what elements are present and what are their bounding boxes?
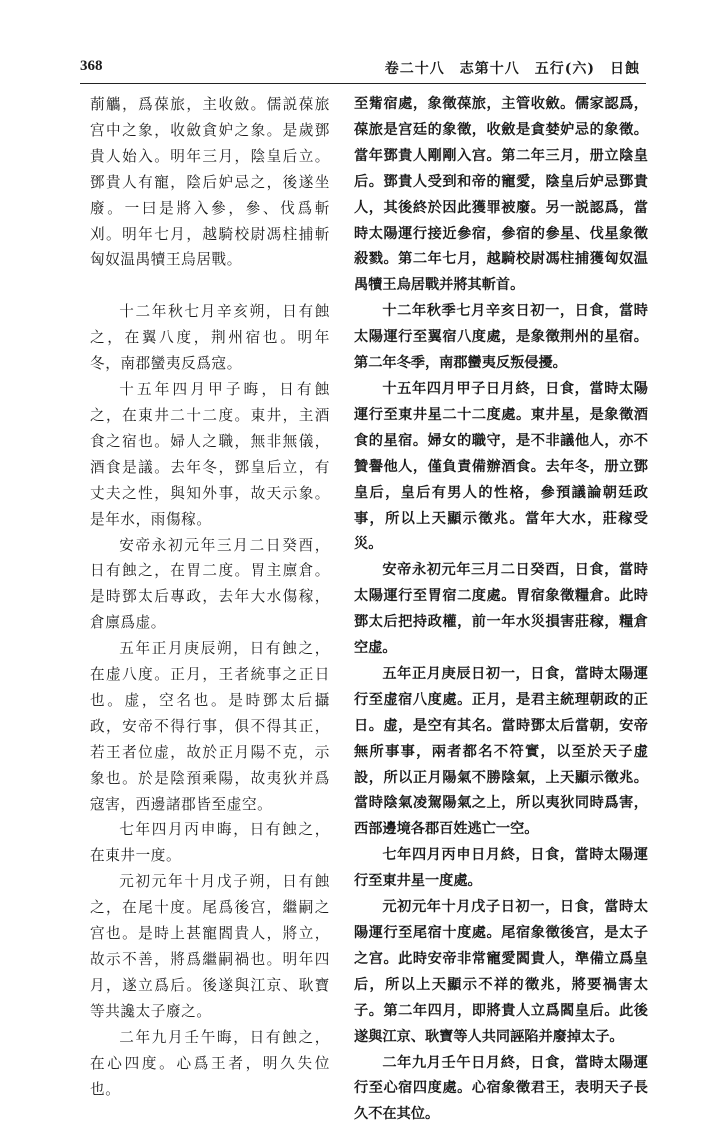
translation-paragraph: 七年四月丙申日月終，日食，當時太陽運行至東井星一度處。 xyxy=(354,847,648,890)
classical-paragraph: 二年九月壬午晦，日有蝕之，在心四度。心爲王者，明久失位也。 xyxy=(90,1028,330,1098)
translation-paragraph: 十五年四月甲子日月終，日食，當時太陽運行至東井星二十二度處。東井星，是象徵酒食的星宿。婦女的職守，是不非議他人，亦不贊譽他人，僅負責備辦酒食。去年冬，册立鄧皇后，皇后有男人的性格，參預議論朝廷政事，所以上天顯示徵兆。當年大水，莊稼受災。 xyxy=(354,380,648,553)
classical-paragraph: 十二年秋七月辛亥朔，日有蝕之，在翼八度，荆州宿也。明年冬，南郡蠻夷反爲寇。 xyxy=(90,303,330,373)
translation-column xyxy=(354,92,648,1128)
classical-paragraph: 安帝永初元年三月二日癸酉，日有蝕之，在胃二度。胃主廪倉。是時鄧太后專政，去年大水傷稼，倉廪爲虚。 xyxy=(90,536,330,632)
classical-paragraph: 元初元年十月戊子朔，日有蝕之，在尾十度。尾爲後宫，繼嗣之宫也。是時上甚寵閻貴人，將立，故示不善，將爲繼嗣禍也。明年四月，遂立爲后。後遂與江京、耿寶等共讒太子廢之。 xyxy=(90,873,330,1020)
translation-paragraph: 安帝永初元年三月二日癸酉，日食，當時太陽運行至胃宿二度處。胃宿象徵糧倉。此時鄧太后把持政權，前一年水災損害莊稼，糧倉空虚。 xyxy=(354,562,648,657)
running-title: 卷二十八 志第十八 五行(六) 日蝕 xyxy=(384,61,640,77)
classical-paragraph: 十五年四月甲子晦，日有蝕之，在東井二十二度。東井，主酒食之宿也。婦人之職，無非無儀，酒食是議。去年冬，鄧皇后立，有丈夫之性，與知外事，故天示象。是年水，雨傷稼。 xyxy=(90,381,330,528)
translation-paragraph: 至觜宿處，象徵葆旅，主管收斂。儒家認爲，葆旅是宫廷的象徵，收斂是貪婪妒忌的象徵。當年鄧貴人剛剛入宫。第二年三月，册立陰皇后。鄧貴人受到和帝的寵愛，陰皇后妒忌鄧貴人，其後終於因此獲罪被廢。另一説認爲，當時太陽運行接近參宿，參宿的參星、伐星象徵殺戮。第二年七月，越騎校尉馮柱捕獲匈奴温禺犢王烏居戰并將其斬首。 xyxy=(354,96,648,294)
header-rule xyxy=(80,83,646,84)
paragraph-gap xyxy=(90,273,330,299)
translation-paragraph: 元初元年十月戊子日初一，日食，當時太陽運行至尾宿十度處。尾宿象徵後宫，是太子之宫。此時安帝非常寵愛閻貴人，準備立爲皇后，所以上天顯示不祥的徵兆，將要禍害太子。第二年四月，即將貴人立爲閻皇后。此後遂與江京、耿寶等人共同誣陷并廢掉太子。 xyxy=(354,899,648,1045)
translation-paragraph: 二年九月壬午日月終，日食，當時太陽運行至心宿四度處。心宿象徵君王，表明天子長久不在其位。 xyxy=(354,1054,648,1123)
classical-paragraph: 七年四月丙申晦，日有蝕之，在東井一度。 xyxy=(90,821,330,865)
classical-text-column xyxy=(90,92,330,1102)
translation-paragraph: 五年正月庚辰日初一，日食，當時太陽運行至虚宿八度處。正月，是君主統理朝政的正日。虚，是空有其名。當時鄧太后當朝，安帝無所事事，兩者都名不符實，以至於天子虚設，所以正月陽氣不勝陰氣，上天顯示徵兆。當時陰氣凌駕陽氣之上，所以夷狄同時爲害，西部邊境各郡百姓逃亡一空。 xyxy=(354,665,648,838)
translation-paragraph: 十二年秋季七月辛亥日初一，日食，當時太陽運行至翼宿八度處，是象徵荆州的星宿。第二年冬季，南郡蠻夷反叛侵擾。 xyxy=(354,303,648,372)
classical-paragraph: 萷觿，爲葆旅，主收斂。儒説葆旅宫中之象，收斂貪妒之象。是歲鄧貴人始入。明年三月，陰皇后立。鄧貴人有寵，陰后妒忌之，後遂坐廢。一曰是將入參，參、伐爲斬刈。明年七月，越騎校尉馮柱捕斬匈奴温禺犢王烏居戰。 xyxy=(90,96,330,269)
page-header xyxy=(80,58,640,82)
classical-paragraph: 五年正月庚辰朔，日有蝕之，在虚八度。正月，王者統事之正日也。虚，空名也。是時鄧太后攝政，安帝不得行事，俱不得其正，若王者位虚，故於正月陽不克，示象也。於是陰預乘陽，故夷狄并爲寇害，西邊諸郡皆至虚空。 xyxy=(90,640,330,813)
page-number: 368 xyxy=(80,58,103,74)
